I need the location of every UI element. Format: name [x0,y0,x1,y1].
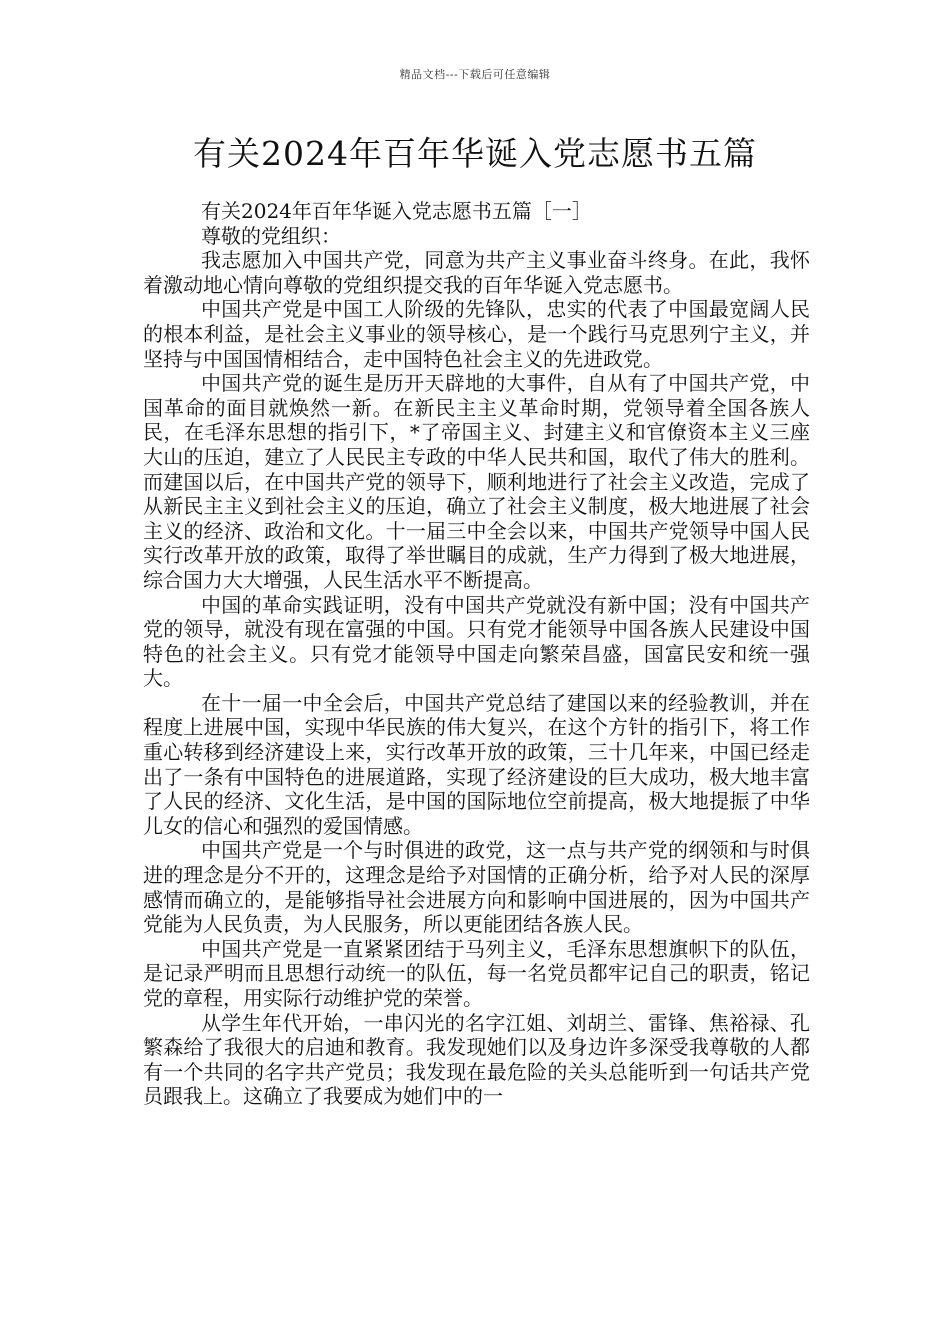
section-heading: 有关2024年百年华诞入党志愿书五篇［一］ [201,199,592,223]
paragraph: 在十一届一中全会后，中国共产党总结了建国以来的经验教训，并在程度上进展中国，实现中华民族的伟大复兴，在这个方针的指引下，将工作重心转移到经济建设上来，实行改革开放的政策，三十几年来，中国已经走出了一条有中国特色的进展道路，实现了经济建设的巨大成功，极大地丰富了人民的经济、文化生活，是中国的国际地位空前提高，极大地提振了中华儿女的信心和强烈的爱国情感。 [143,690,810,838]
paragraph: 中国共产党是一直紧紧团结于马列主义，毛泽东思想旗帜下的队伍，是记录严明而且思想行动统一的队伍，每一名党员都牢记自己的职责，铭记党的章程，用实际行动维护党的荣誉。 [143,936,810,1010]
paragraph: 从学生年代开始，一串闪光的名字江姐、刘胡兰、雷锋、焦裕禄、孔繁森给了我很大的启迪和教育。我发现她们以及身边许多深受我尊敬的人都有一个共同的名字共产党员；我发现在最危险的关头总能听到一句话共产党员跟我上。这确立了我要成为她们中的一 [143,1010,810,1109]
paragraph: 我志愿加入中国共产党，同意为共产主义事业奋斗终身。在此，我怀着激动地心情向尊敬的党组织提交我的百年华诞入党志愿书。 [143,248,810,297]
paragraph: 中国的革命实践证明，没有中国共产党就没有新中国；没有中国共产党的领导，就没有现在富强的中国。只有党才能领导中国各族人民建设中国特色的社会主义。只有党才能领导中国走向繁荣昌盛，国富民安和统一强大。 [143,592,810,691]
header-note: 精品文档---下载后可任意编辑 [399,68,551,81]
paragraph: 中国共产党是中国工人阶级的先锋队，忠实的代表了中国最宽阔人民的根本利益，是社会主义事业的领导核心，是一个践行马克思列宁主义，并坚持与中国国情相结合，走中国特色社会主义的先进政党。 [143,297,810,371]
paragraph: 中国共产党的诞生是历开天辟地的大事件，自从有了中国共产党，中国革命的面目就焕然一新。在新民主主义革命时期，党领导着全国各族人民，在毛泽东思想的指引下，*了帝国主义、封建主义和官僚资本主义三座大山的压迫，建立了人民民主专政的中华人民共和国，取代了伟大的胜利。而建国以后，在中国共产党的领导下，顺利地进行了社会主义改造，完成了从新民主主义到社会主义的压迫，确立了社会主义制度，极大地进展了社会主义的经济、政治和文化。十一届三中全会以来，中国共产党领导中国人民实行改革开放的政策，取得了举世瞩目的成就，生产力得到了极大地进展，综合国力大大增强，人民生活水平不断提高。 [143,371,810,592]
document-body [143,199,810,1109]
paragraph: 中国共产党是一个与时俱进的政党，这一点与共产党的纲领和与时俱进的理念是分不开的，这理念是给予对国情的正确分析，给予对人民的深厚感情而确立的，是能够指导社会进展方向和影响中国进展的，因为中国共产党能为人民负责，为人民服务，所以更能团结各族人民。 [143,838,810,937]
document-title: 有关2024年百年华诞入党志愿书五篇 [193,134,757,173]
salutation: 尊敬的党组织： [201,223,341,248]
